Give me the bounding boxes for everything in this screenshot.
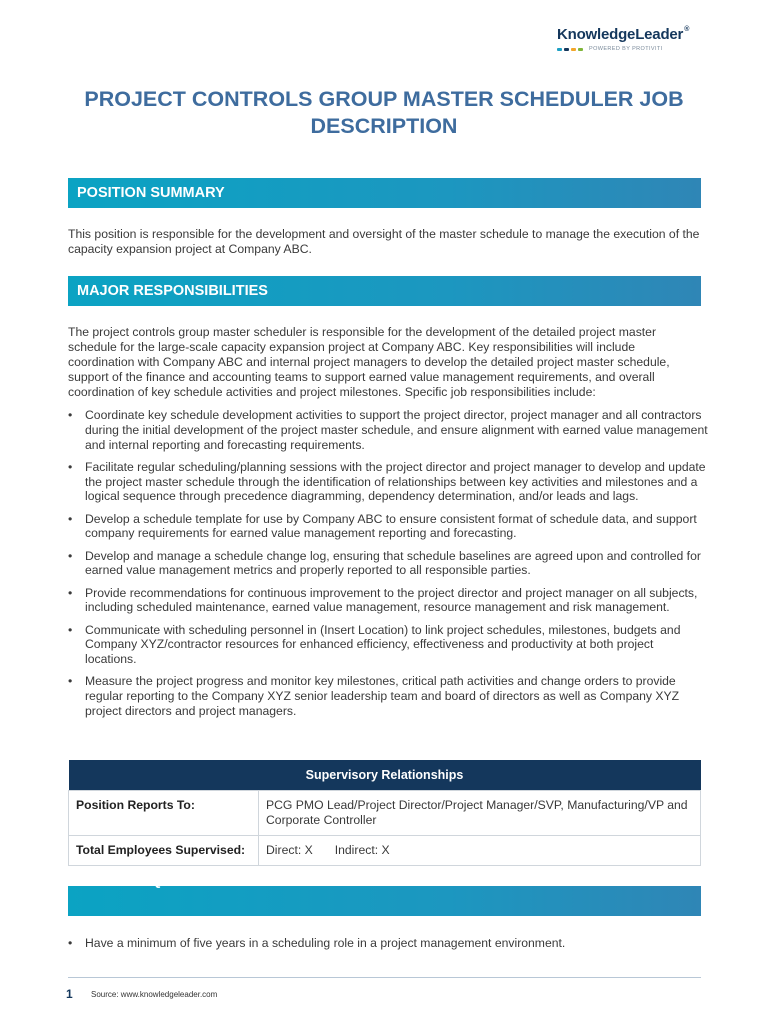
table-header: Supervisory Relationships — [69, 760, 701, 791]
logo-registered-mark: ® — [684, 26, 690, 33]
list-item-text: Develop a schedule template for use by Company ABC to ensure consistent format of schedule data, and support company requirements for earned value management reporting and forecasting. — [85, 511, 697, 541]
bullet-icon: • — [68, 674, 73, 689]
list-item-text: Have a minimum of five years in a scheduling role in a project management environment. — [85, 936, 566, 950]
list-item — [68, 460, 708, 504]
logo-dots-icon — [557, 48, 583, 51]
page-title: PROJECT CONTROLS GROUP MASTER SCHEDULER JOB DESCRIPTION — [84, 87, 684, 138]
bullet-icon: • — [68, 459, 73, 474]
responsibilities-list — [68, 408, 708, 726]
list-item-text: Provide recommendations for continuous improvement to the project director and project manager on all subjects, including scheduled maintenance, earned value management, resource management and risk management. — [85, 585, 698, 615]
section-heading-text: POSITION QUALIFICATIONS — [77, 873, 273, 889]
list-item — [68, 936, 708, 951]
section-heading-position-summary: POSITION SUMMARY — [68, 178, 701, 208]
responsibilities-intro: The project controls group master scheduler is responsible for the development of the detailed project master schedule for the large-scale capacity expansion project at Company ABC. Key responsibilities will include coordination with Company ABC and internal project managers to develop the detailed project master schedule, support of the finance and accounting teams to support earned value management requirements, and overall coordination of key schedule activities and project milestones. Specific job responsibilities include: — [68, 325, 670, 399]
supervisory-relationships-table — [68, 760, 701, 866]
logo-dot — [578, 48, 583, 51]
logo-tagline: POWERED BY PROTIVITI — [589, 46, 663, 52]
footer-divider — [68, 977, 701, 978]
bullet-icon: • — [68, 408, 73, 422]
logo-name: KnowledgeLeader — [557, 26, 684, 43]
page-number: 1 — [66, 987, 73, 1001]
list-item-text: Develop and manage a schedule change log, ensuring that schedule baselines are agreed upon and controlled for earned value management metrics and properly reported to all responsible parties. — [85, 548, 701, 578]
logo-dot — [571, 48, 576, 51]
table-row-label: Total Employees Supervised: — [69, 836, 259, 866]
list-item-text: Coordinate key schedule development activities to support the project director, project manager and all contractors during the initial development of the project master schedule, and ensure alignment with earned value management and internal reporting and forecasting requirements. — [85, 408, 708, 452]
table-row — [69, 836, 701, 866]
section-heading-major-responsibilities: MAJOR RESPONSIBILITIES — [68, 276, 701, 306]
table-header-row — [69, 760, 701, 791]
bullet-icon: • — [68, 585, 73, 600]
list-item — [68, 623, 708, 667]
bullet-icon: • — [68, 511, 73, 526]
list-item-text: Measure the project progress and monitor key milestones, critical path activities and change orders to provide regular reporting to the Company XYZ senior leadership team and board of directors as well as Company XYZ project directors and project managers. — [85, 674, 680, 718]
bullet-icon: • — [68, 548, 73, 563]
table-row-value: PCG PMO Lead/Project Director/Project Manager/SVP, Manufacturing/VP and Corporate Controller — [259, 791, 701, 836]
qualifications-list — [68, 936, 708, 958]
bullet-icon: • — [68, 936, 73, 950]
position-summary-text: This position is responsible for the development and oversight of the master schedule to manage the execution of the capacity expansion project at Company ABC. — [68, 227, 700, 256]
list-item-text: Communicate with scheduling personnel in (Insert Location) to link project schedules, milestones, budgets and Company XYZ/contractor resources for enhanced efficiency, effectiveness and productivity at both project locations. — [85, 622, 681, 667]
table-row — [69, 791, 701, 836]
table-row-label: Position Reports To: — [69, 791, 259, 836]
list-item — [68, 512, 708, 542]
logo-dot — [564, 48, 569, 51]
list-item — [68, 674, 708, 718]
bullet-icon: • — [68, 622, 73, 637]
footer-source: Source: www.knowledgeleader.com — [91, 990, 218, 999]
list-item-text: Facilitate regular scheduling/planning sessions with the project director and project manager to develop and update the project master schedule through the identification of relationships between key activities and milestones and a logical sequence through precedence diagramming, dependency determination, and/or leads and lags. — [85, 459, 706, 504]
section-heading-position-qualifications — [68, 873, 701, 916]
table-row-value — [259, 836, 701, 866]
indirect-reports: Indirect: X — [334, 843, 390, 857]
list-item — [68, 586, 708, 616]
direct-reports: Direct: X — [266, 843, 313, 857]
logo-dot — [557, 48, 562, 51]
list-item — [68, 549, 708, 579]
list-item — [68, 408, 708, 452]
knowledgeleader-logo — [557, 26, 707, 52]
